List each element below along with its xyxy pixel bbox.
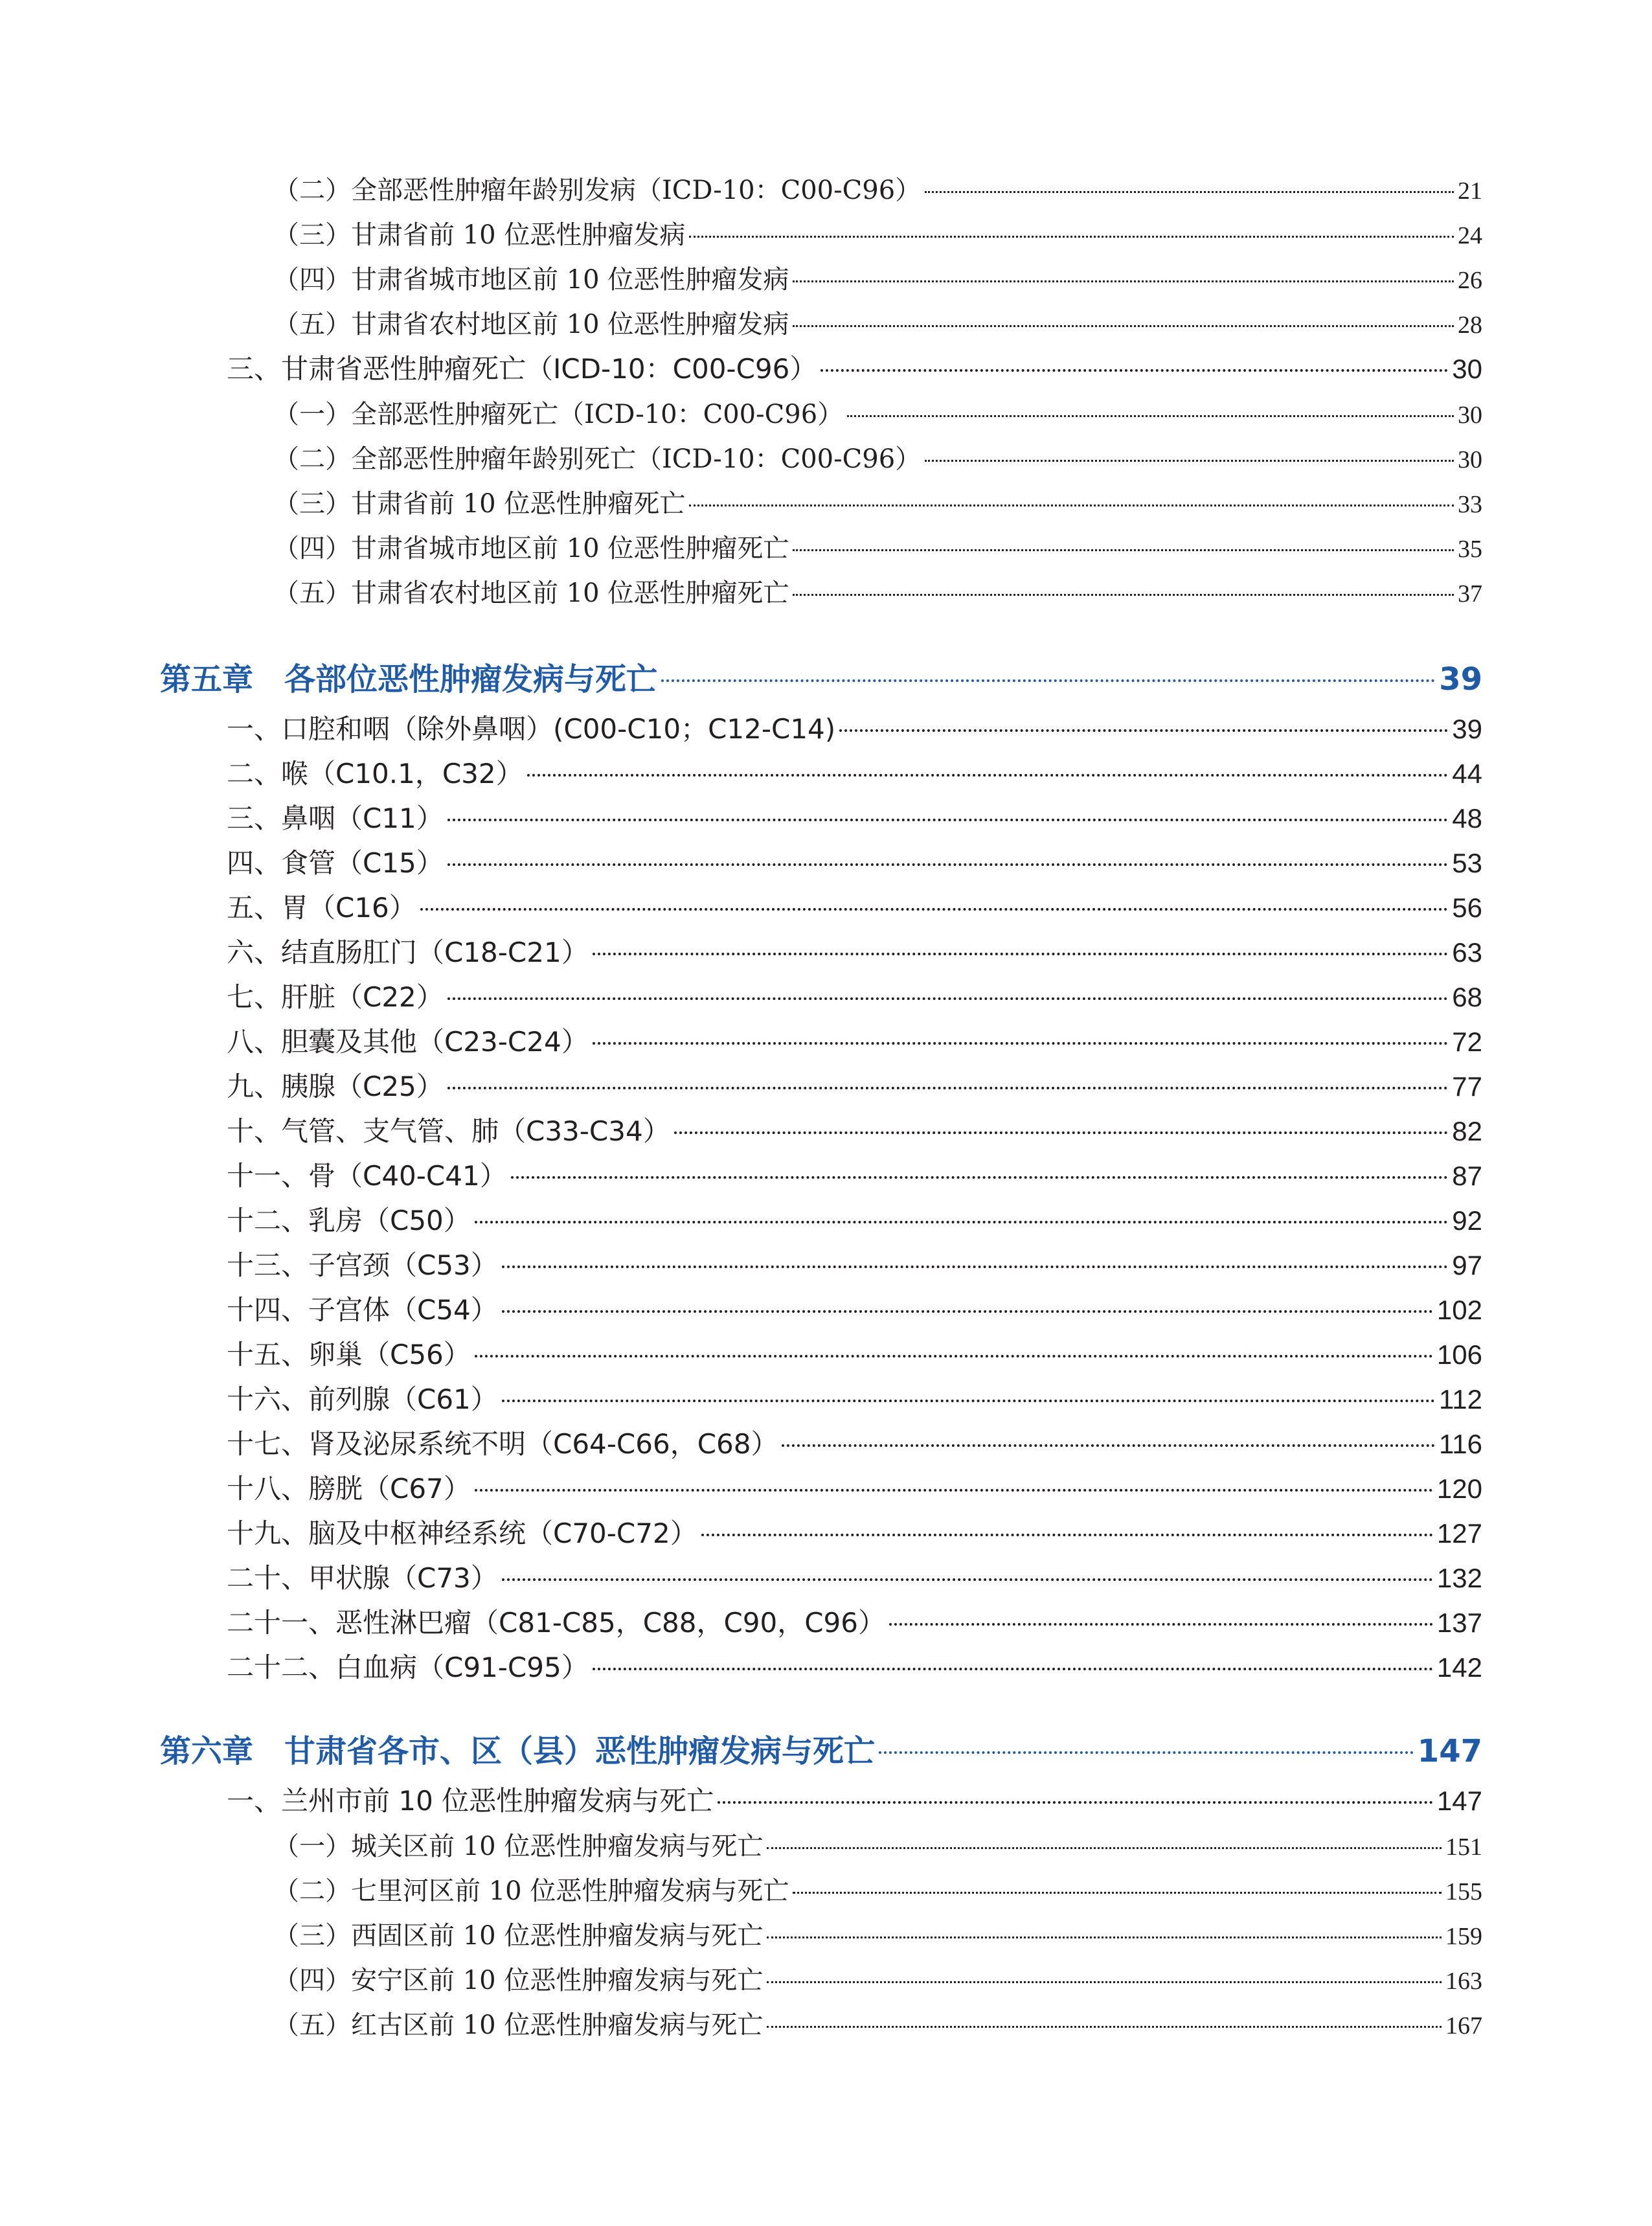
toc-page-number: 106 bbox=[1436, 1339, 1482, 1370]
toc-page-number: 56 bbox=[1452, 892, 1482, 923]
toc-section[interactable] bbox=[227, 931, 1482, 969]
toc-entry-label: （三）西固区前 10 位恶性肿瘤发病与死亡 bbox=[273, 1921, 764, 1951]
toc-page-number: 151 bbox=[1445, 1834, 1482, 1861]
toc-page-number: 120 bbox=[1436, 1473, 1482, 1504]
dot-leader bbox=[820, 369, 1448, 372]
toc-entry[interactable] bbox=[273, 438, 1482, 475]
dot-leader bbox=[793, 1892, 1442, 1894]
toc-section-label: 十三、子宫颈（C53） bbox=[227, 1249, 498, 1281]
toc-page-number: 92 bbox=[1452, 1205, 1482, 1236]
toc-entry-label: （二）七里河区前 10 位恶性肿瘤发病与死亡 bbox=[273, 1876, 789, 1906]
toc-page-number: 147 bbox=[1436, 1786, 1482, 1816]
toc-section[interactable] bbox=[227, 1780, 1482, 1817]
toc-page-number: 77 bbox=[1452, 1071, 1482, 1102]
dot-leader bbox=[420, 908, 1449, 911]
toc-section-label: 三、鼻咽（C11） bbox=[227, 802, 444, 834]
toc-page-number: 163 bbox=[1445, 1968, 1482, 1995]
dot-leader bbox=[889, 1623, 1433, 1626]
toc-page-number: 30 bbox=[1458, 446, 1482, 473]
chapter-number: 第六章 bbox=[160, 1733, 254, 1769]
toc-entry[interactable] bbox=[273, 1826, 1482, 1862]
toc-section[interactable] bbox=[227, 887, 1482, 924]
toc-section-label: 十六、前列腺（C61） bbox=[227, 1383, 498, 1415]
toc-section-label: 六、结直肠肛门（C18-C21） bbox=[227, 937, 589, 968]
toc-section[interactable] bbox=[227, 1334, 1482, 1371]
toc-entry[interactable] bbox=[273, 528, 1482, 564]
chapter-title: 各部位恶性肿瘤发病与死亡 bbox=[284, 661, 658, 698]
toc-section-label: 十四、子宫体（C54） bbox=[227, 1294, 498, 1326]
toc-page-number: 33 bbox=[1458, 491, 1482, 518]
toc-entry[interactable] bbox=[273, 2005, 1482, 2041]
toc-section[interactable] bbox=[227, 1468, 1482, 1505]
toc-section-label: 四、食管（C15） bbox=[227, 847, 444, 879]
toc-section[interactable] bbox=[227, 1289, 1482, 1326]
toc-page-number: 147 bbox=[1417, 1733, 1482, 1769]
toc-chapter-label bbox=[160, 1726, 875, 1771]
dot-leader bbox=[767, 1936, 1442, 1938]
toc-entry[interactable] bbox=[273, 1960, 1482, 1996]
toc-section[interactable] bbox=[227, 1110, 1482, 1148]
toc-section[interactable] bbox=[227, 1021, 1482, 1058]
dot-leader bbox=[593, 1042, 1449, 1045]
dot-leader bbox=[925, 191, 1454, 193]
toc-page-number: 87 bbox=[1452, 1161, 1482, 1191]
toc-section[interactable] bbox=[227, 1199, 1482, 1237]
toc-entry-label: （三）甘肃省前 10 位恶性肿瘤死亡 bbox=[273, 489, 686, 519]
toc-section-label: 二十、甲状腺（C73） bbox=[227, 1562, 498, 1594]
toc-entry-label: （四）甘肃省城市地区前 10 位恶性肿瘤死亡 bbox=[273, 534, 789, 563]
toc-section-label: 十七、肾及泌尿系统不明（C64-C66，C68） bbox=[227, 1428, 778, 1460]
toc-page-number: 21 bbox=[1458, 177, 1482, 205]
dot-leader bbox=[502, 1310, 1433, 1313]
toc-section-label: 九、胰腺（C25） bbox=[227, 1071, 444, 1102]
toc-section[interactable] bbox=[227, 1557, 1482, 1595]
dot-leader bbox=[447, 1087, 1449, 1089]
toc-entry-label: （四）安宁区前 10 位恶性肿瘤发病与死亡 bbox=[273, 1966, 764, 1995]
toc-section-label: 七、肝脏（C22） bbox=[227, 981, 444, 1013]
dot-leader bbox=[661, 679, 1435, 682]
toc-entry[interactable] bbox=[273, 1870, 1482, 1907]
toc-entry[interactable] bbox=[273, 170, 1482, 206]
dot-leader bbox=[767, 1981, 1442, 1983]
toc-section-label: 八、胆囊及其他（C23-C24） bbox=[227, 1026, 589, 1058]
dot-leader bbox=[511, 1176, 1449, 1179]
dot-leader bbox=[527, 774, 1449, 777]
dot-leader bbox=[447, 819, 1449, 821]
toc-section[interactable] bbox=[227, 1602, 1482, 1639]
toc-section[interactable] bbox=[227, 797, 1482, 835]
toc-section[interactable] bbox=[227, 1065, 1482, 1103]
toc-section-label: 十五、卵巢（C56） bbox=[227, 1339, 471, 1370]
toc-entry[interactable] bbox=[273, 573, 1482, 609]
toc-page-number: 63 bbox=[1452, 937, 1482, 968]
toc-page-number: 28 bbox=[1458, 312, 1482, 339]
dot-leader bbox=[718, 1801, 1433, 1804]
toc-page-number: 167 bbox=[1445, 2012, 1482, 2039]
dot-leader bbox=[674, 1131, 1449, 1134]
toc-section-label: 十八、膀胱（C67） bbox=[227, 1473, 471, 1505]
dot-leader bbox=[925, 460, 1454, 462]
chapter-title: 甘肃省各市、区（县）恶性肿瘤发病与死亡 bbox=[284, 1733, 876, 1769]
toc-page-number: 44 bbox=[1452, 758, 1482, 789]
toc-chapter[interactable] bbox=[160, 1726, 1482, 1769]
toc-entry-label: （二）全部恶性肿瘤年龄别发病（ICD-10：C00-C96） bbox=[273, 176, 922, 205]
toc-page-number: 132 bbox=[1436, 1563, 1482, 1593]
toc-section-label: 三、甘肃省恶性肿瘤死亡（ICD-10：C00-C96） bbox=[227, 353, 817, 385]
dot-leader bbox=[502, 1400, 1435, 1402]
toc-page-number: 26 bbox=[1458, 267, 1482, 294]
dot-leader bbox=[782, 1444, 1435, 1447]
toc-chapter-label bbox=[160, 654, 657, 699]
dot-leader bbox=[593, 953, 1449, 955]
toc-section[interactable] bbox=[227, 1155, 1482, 1192]
dot-leader bbox=[847, 415, 1454, 417]
toc-section[interactable] bbox=[227, 1378, 1482, 1416]
dot-leader bbox=[839, 729, 1448, 732]
dot-leader bbox=[475, 1355, 1433, 1357]
dot-leader bbox=[475, 1489, 1433, 1492]
toc-page-number: 82 bbox=[1452, 1116, 1482, 1146]
toc-section[interactable] bbox=[227, 708, 1482, 745]
dot-leader bbox=[793, 325, 1454, 327]
toc-page-number: 30 bbox=[1458, 402, 1482, 429]
chapter-number: 第五章 bbox=[160, 661, 254, 698]
toc-entry-label: （四）甘肃省城市地区前 10 位恶性肿瘤发病 bbox=[273, 265, 789, 295]
toc-entry-label: （二）全部恶性肿瘤年龄别死亡（ICD-10：C00-C96） bbox=[273, 444, 922, 474]
toc-page-number: 53 bbox=[1452, 848, 1482, 878]
toc-page-number: 137 bbox=[1436, 1607, 1482, 1638]
toc-page-number: 30 bbox=[1452, 354, 1482, 384]
toc-page-number: 72 bbox=[1452, 1027, 1482, 1057]
toc-entry-label: （一）全部恶性肿瘤死亡（ICD-10：C00-C96） bbox=[273, 400, 844, 429]
toc-section-label: 一、兰州市前 10 位恶性肿瘤发病与死亡 bbox=[227, 1785, 714, 1817]
toc-section-label: 一、口腔和咽（除外鼻咽）(C00-C10；C12-C14) bbox=[227, 713, 836, 745]
dot-leader bbox=[767, 2026, 1442, 2028]
toc-page-number: 116 bbox=[1439, 1429, 1482, 1459]
toc-section-label: 十二、乳房（C50） bbox=[227, 1205, 471, 1236]
toc-entry[interactable] bbox=[273, 1915, 1482, 1951]
dot-leader bbox=[447, 997, 1449, 1000]
toc-section[interactable] bbox=[227, 1423, 1482, 1460]
toc-section-label: 二十一、恶性淋巴瘤（C81-C85，C88，C90，C96） bbox=[227, 1607, 886, 1639]
toc-page-number: 35 bbox=[1458, 536, 1482, 563]
toc-section[interactable] bbox=[227, 753, 1482, 790]
dot-leader bbox=[447, 863, 1449, 866]
toc-page-number: 39 bbox=[1439, 661, 1482, 698]
dot-leader bbox=[793, 280, 1454, 282]
toc-entry[interactable] bbox=[273, 394, 1482, 430]
toc-page-number: 142 bbox=[1436, 1652, 1482, 1683]
dot-leader bbox=[701, 1534, 1433, 1536]
toc-section[interactable] bbox=[227, 976, 1482, 1014]
toc-entry[interactable] bbox=[273, 304, 1482, 340]
toc-section[interactable] bbox=[227, 1646, 1482, 1684]
toc-page-number: 48 bbox=[1452, 803, 1482, 834]
toc-page-number: 97 bbox=[1452, 1250, 1482, 1280]
toc-section-label: 二、喉（C10.1，C32） bbox=[227, 758, 523, 789]
dot-leader bbox=[689, 505, 1454, 506]
toc-section-label: 十、气管、支气管、肺（C33-C34） bbox=[227, 1115, 670, 1147]
toc-section-label: 十九、脑及中枢神经系统（C70-C72） bbox=[227, 1517, 697, 1549]
dot-leader bbox=[502, 1578, 1433, 1581]
toc-section[interactable] bbox=[227, 1512, 1482, 1550]
toc-section-label: 二十二、白血病（C91-C95） bbox=[227, 1652, 589, 1683]
toc-chapter[interactable] bbox=[160, 654, 1482, 697]
toc-section[interactable] bbox=[227, 842, 1482, 880]
dot-leader bbox=[593, 1668, 1433, 1670]
toc-section[interactable] bbox=[227, 348, 1482, 385]
toc-section-label: 五、胃（C16） bbox=[227, 892, 416, 924]
toc-page-number: 24 bbox=[1458, 222, 1482, 249]
toc-page-number: 112 bbox=[1439, 1384, 1482, 1414]
toc-entry[interactable] bbox=[273, 214, 1482, 251]
dot-leader bbox=[475, 1221, 1449, 1223]
toc-section-label: 十一、骨（C40-C41） bbox=[227, 1160, 507, 1192]
dot-leader bbox=[879, 1751, 1414, 1754]
toc-page-number: 155 bbox=[1445, 1878, 1482, 1905]
toc-section[interactable] bbox=[227, 1244, 1482, 1282]
toc-page-number: 127 bbox=[1436, 1518, 1482, 1549]
toc-page-number: 159 bbox=[1445, 1923, 1482, 1950]
toc-entry-label: （五）甘肃省农村地区前 10 位恶性肿瘤发病 bbox=[273, 310, 789, 339]
dot-leader bbox=[767, 1847, 1442, 1849]
toc-entry-label: （一）城关区前 10 位恶性肿瘤发病与死亡 bbox=[273, 1832, 764, 1861]
dot-leader bbox=[793, 594, 1454, 596]
dot-leader bbox=[793, 549, 1454, 551]
toc-entry[interactable] bbox=[273, 259, 1482, 295]
dot-leader bbox=[689, 236, 1454, 238]
toc-entry-label: （三）甘肃省前 10 位恶性肿瘤发病 bbox=[273, 220, 686, 250]
toc-entry[interactable] bbox=[273, 483, 1482, 519]
toc-entry-label: （五）红古区前 10 位恶性肿瘤发病与死亡 bbox=[273, 2010, 764, 2040]
toc-page-number: 68 bbox=[1452, 982, 1482, 1012]
toc-page-number: 102 bbox=[1436, 1295, 1482, 1325]
toc-page-number: 39 bbox=[1452, 714, 1482, 744]
toc-entry-label: （五）甘肃省农村地区前 10 位恶性肿瘤死亡 bbox=[273, 578, 789, 608]
dot-leader bbox=[502, 1266, 1449, 1268]
toc-page-number: 37 bbox=[1458, 580, 1482, 608]
